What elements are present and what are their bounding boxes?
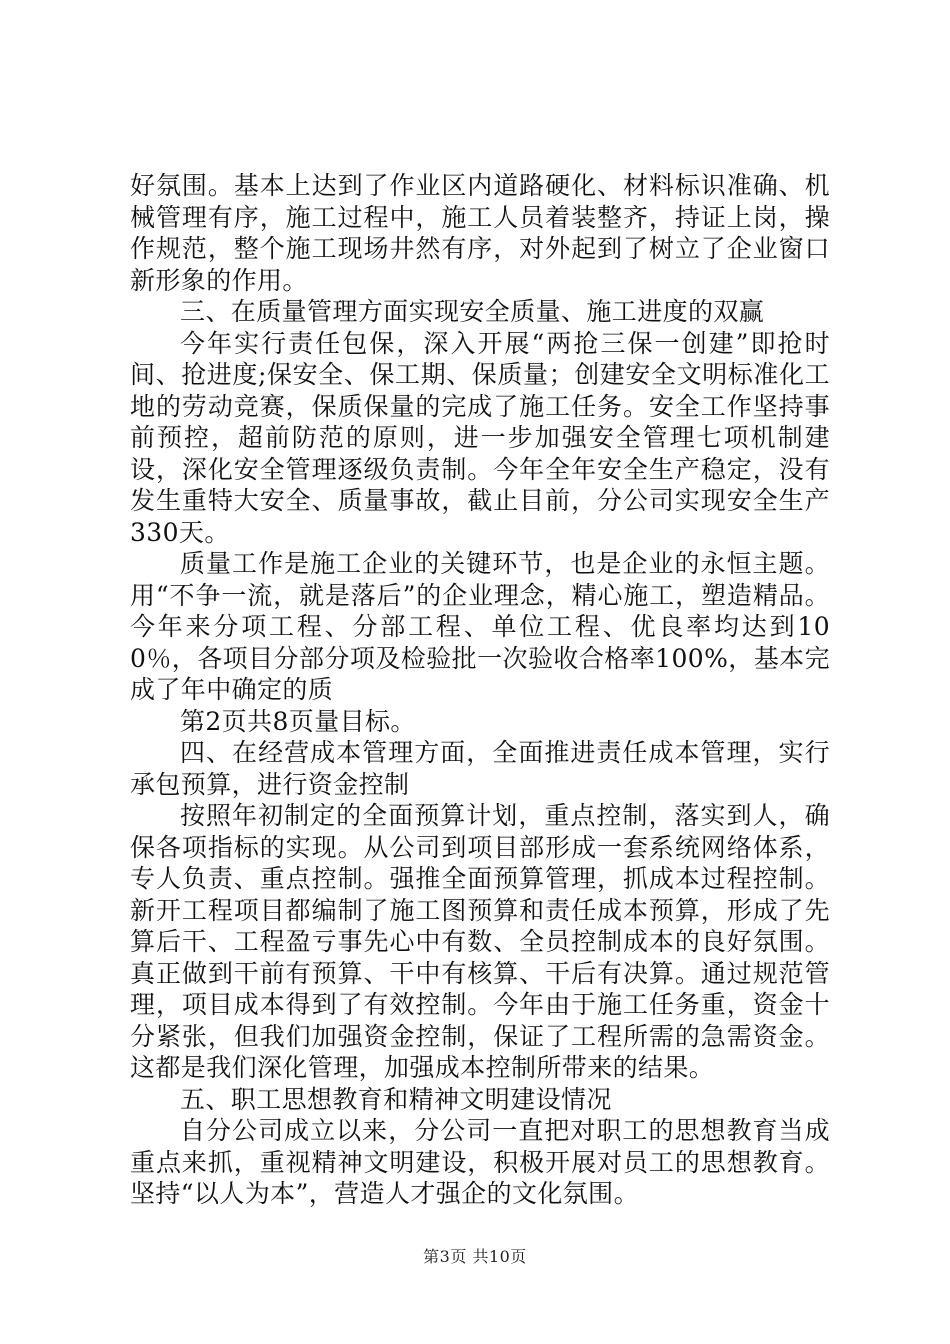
- paragraph-education: 自分公司成立以来，分公司一直把对职工的思想教育当成重点来抓，重视精神文明建设，积极开展对员工的思想教育。坚持“以人为本”，营造人才强企的文化氛围。: [130, 1116, 830, 1208]
- section-heading-3: 三、在质量管理方面实现安全质量、施工进度的双赢: [180, 297, 765, 326]
- paragraph-cost-control: 按照年初制定的全面预算计划，重点控制，落实到人，确保各项指标的实现。从公司到项目部形成一套系统网络体系，专人负责、重点控制。强推全面预算管理，抓成本过程控制。新开工程项目都编制了施工图预算和责任成本预算，形成了先算后干、工程盈亏事先心中有数、全员控制成本的良好氛围。真正做到干前有预算、干中有核算、干后有决算。通过规范管理，项目成本得到了有效控制。今年由于施工任务重，资金十分紧张，但我们加强资金控制，保证了工程所需的急需资金。这都是我们深化管理，加强成本控制所带来的结果。: [130, 801, 830, 1082]
- paragraph-quality-continued: 第2页共8页量目标。: [180, 706, 416, 736]
- page-number-footer: 第3页 共10页: [423, 1247, 527, 1266]
- paragraph-quality: 质量工作是施工企业的关键环节，也是企业的永恒主题。用“不争一流，就是落后”的企业理念，精心施工，塑造精品。今年来分项工程、分部工程、单位工程、优良率均达到100％，各项目分部分项及检验批一次验收合格率100%，基本完成了年中确定的质: [130, 549, 830, 704]
- section-heading-4: 四、在经营成本管理方面，全面推进责任成本管理，实行承包预算，进行资金控制: [130, 738, 830, 799]
- paragraph-1: 好氛围。基本上达到了作业区内道路硬化、材料标识准确、机械管理有序，施工过程中，施工人员着装整齐，持证上岗，操作规范，整个施工现场井然有序，对外起到了树立了企业窗口新形象的作用。: [130, 171, 830, 295]
- section-heading-5: 五、职工思想教育和精神文明建设情况: [180, 1084, 612, 1114]
- paragraph-safety: 今年实行责任包保，深入开展“两抢三保一创建”即抢时间、抢进度;保安全、保工期、保质量；创建安全文明标准化工地的劳动竞赛，保质保量的完成了施工任务。安全工作坚持事前预控，超前防范的原则，进一步加强安全管理七项机制建设，深化安全管理逐级负责制。今年全年安全生产稳定，没有发生重特大安全、质量事故，截止目前，分公司实现安全生产330天。: [130, 328, 830, 547]
- document-body: [130, 170, 830, 1210]
